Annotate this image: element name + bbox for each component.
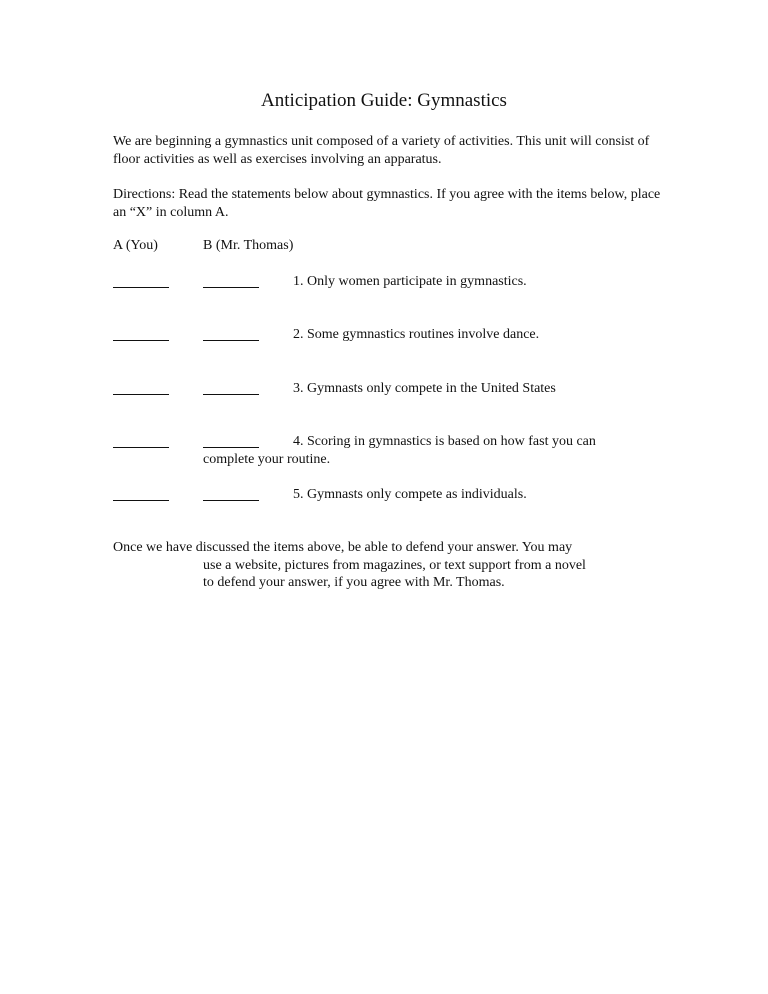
closing-paragraph <box>113 539 673 592</box>
page-title: Anticipation Guide: Gymnastics <box>261 90 507 111</box>
statement-text: 4. Scoring in gymnastics is based on how fast you can <box>293 434 596 449</box>
answer-blank-b[interactable] <box>203 287 259 288</box>
answer-blank-b[interactable] <box>203 340 259 341</box>
statement-text: 2. Some gymnastics routines involve dance. <box>293 327 540 342</box>
closing-line-3: to defend your answer, if you agree with Mr. Thomas. <box>203 575 505 590</box>
statement-continuation: complete your routine. <box>203 451 331 467</box>
answer-blank-a[interactable] <box>113 447 169 448</box>
statement-text: 3. Gymnasts only compete in the United States <box>293 381 556 396</box>
column-a-header: A (You) <box>113 238 158 253</box>
answer-blank-b[interactable] <box>203 447 259 448</box>
directions-paragraph: Directions: Read the statements below about gymnastics. If you agree with the items below, place an “X” in column A. <box>113 187 661 220</box>
column-b-header: B (Mr. Thomas) <box>203 238 294 253</box>
closing-line-2: use a website, pictures from magazines, or text support from a novel <box>203 557 586 573</box>
answer-blank-b[interactable] <box>203 394 259 395</box>
intro-paragraph: We are beginning a gymnastics unit composed of a variety of activities. This unit will consist of floor activities as well as exercises involving an apparatus. <box>113 134 650 167</box>
answer-blank-a[interactable] <box>113 287 169 288</box>
statement-text: 1. Only women participate in gymnastics. <box>293 274 527 289</box>
closing-line-1: Once we have discussed the items above, be able to defend your answer. You may <box>113 540 573 555</box>
answer-blank-b[interactable] <box>203 500 259 501</box>
answer-blank-a[interactable] <box>113 500 169 501</box>
answer-blank-a[interactable] <box>113 394 169 395</box>
answer-blank-a[interactable] <box>113 340 169 341</box>
statement-text: 5. Gymnasts only compete as individuals. <box>293 487 527 502</box>
